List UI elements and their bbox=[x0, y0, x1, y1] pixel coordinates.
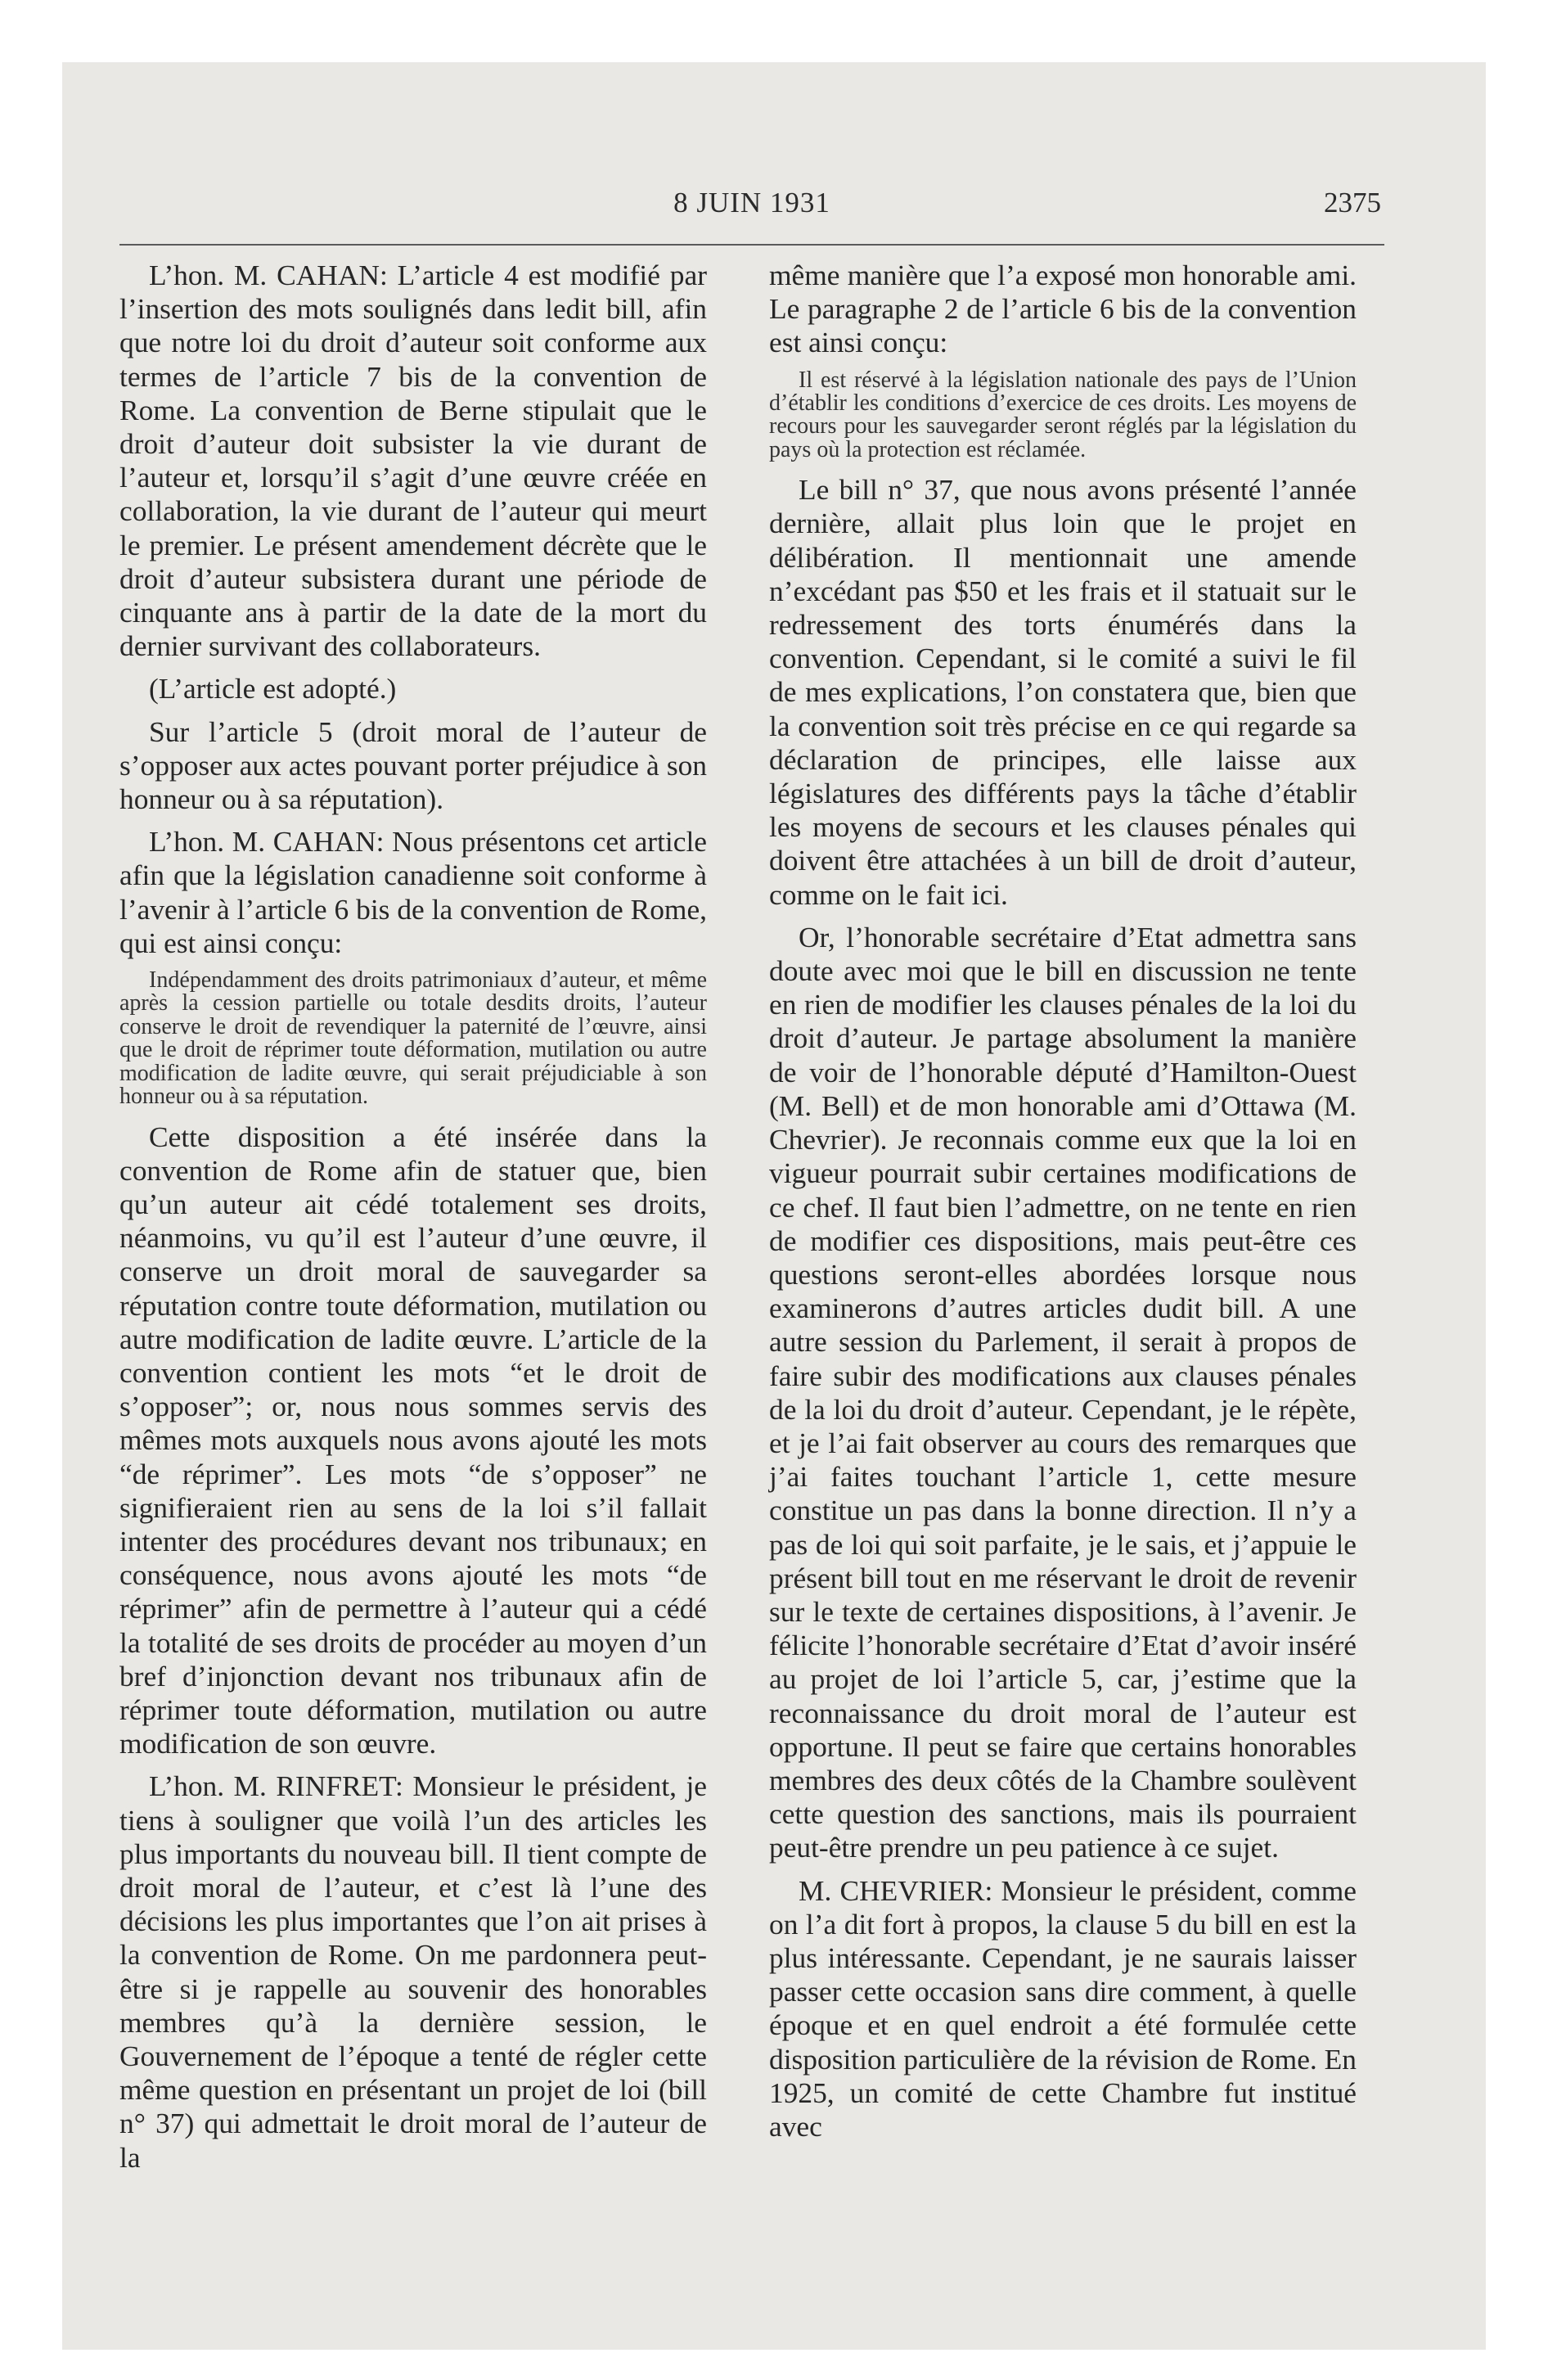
paragraph-secretaire-etat: Or, l’honorable secrétaire d’Etat admettra sans doute avec moi que le bill en discussion ne tente en rien de modifier les clauses pénales de la loi du droit d’auteur. Je partage absolument la manière de voir de l’honorable député d’Hamilton-Ouest (M. Bell) et de mon honorable ami d’Ottawa (M. Chevrier). Je reconnais comme eux que la loi en vigueur pourrait subir certaines modifications de ce chef. Il faut bien l’admettre, on ne tente en rien de modifier ces dispositions, mais peut-être ces questions seront-elles abordées lorsque nous examinerons d’autres articles dudit bill. A une autre session du Parlement, il serait à propos de faire subir des modifications aux clauses pénales de la loi du droit d’auteur. Cependant, je le répète, et je l’ai fait observer au cours des remarques que j’ai faites touchant l’article 1, cette mesure constitue un pas dans la bonne direction. Il n’y a pas de loi qui soit parfaite, je le sais, et j’appuie le présent bill tout en me réservant le droit de revenir sur le texte de certaines dispositions, à l’avenir. Je félicite l’honorable secrétaire d’Etat d’avoir inséré au projet de loi l’article 5, car, j’estime que la reconnaissance du droit moral de l’auteur est opportune. Il peut se faire que certains honorables membres des deux côtés de la Chambre soulèvent cette question des sanctions, mais ils pourraient peut-être prendre un peu patience à ce sujet. bbox=[769, 920, 1357, 1864]
page-header bbox=[119, 187, 1384, 232]
paragraph-cahan-article-5: L’hon. M. CAHAN: Nous présentons cet article afin que la législation canadienne soit conforme à l’avenir à l’article 6 bis de la convention de Rome, qui est ainsi conçu: bbox=[119, 825, 707, 959]
header-rule bbox=[119, 244, 1384, 246]
paragraph-chevrier: M. CHEVRIER: Monsieur le président, comme on l’a dit fort à propos, la clause 5 du bill en est la plus intéressante. Cependant, je ne saurais laisser passer cette occasion sans dire comment, à quelle époque et en quel endroit a été formulée cette disposition particulière de la révision de Rome. En 1925, un comité de cette Chambre fut institué avec bbox=[769, 1873, 1357, 2143]
paragraph-article-adopted: (L’article est adopté.) bbox=[149, 672, 397, 705]
paragraph-cahan-article-4: L’hon. M. CAHAN: L’article 4 est modifié par l’insertion des mots soulignés dans ledit bill, afin que notre loi du droit d’auteur soit conforme aux termes de l’article 7 bis de la convention de Rome. La convention de Berne stipulait que le droit d’auteur doit subsister la vie durant de l’auteur et, lorsqu’il s’agit d’une œuvre créée en collaboration, la vie durant de l’auteur qui meurt le premier. Le présent amendement décrète que le droit d’auteur subsistera durant une période de cinquante ans à partir de la date de la mort du dernier survivant des collaborateurs. bbox=[119, 259, 707, 663]
paragraph-bill-37: Le bill n° 37, que nous avons présenté l’année dernière, allait plus loin que le projet en délibération. Il mentionnait une amende n’excédant pas $50 et les frais et il statuait sur le redressement des torts énumérés dans la convention. Cependant, si le comité a suivi le fil de mes explications, l’on constatera que, bien que la convention soit très précise en ce qui regarde sa déclaration de principes, elle laisse aux législatures des différents pays la tâche d’établir les moyens de secours et les clauses pénales qui doivent être attachées à un bill de droit d’auteur, comme on le fait ici. bbox=[769, 473, 1357, 911]
paragraph-disposition-explanation: Cette disposition a été insérée dans la convention de Rome afin de statuer que, bien qu’un auteur ait cédé totalement ses droits, néanmoins, vu qu’il est l’auteur d’une œuvre, il conserve un droit moral de sauvegarder sa réputation contre toute déformation, mutilation ou autre modification de ladite œuvre. L’article de la convention contient les mots “et le droit de s’opposer”; or, nous nous sommes servis des mêmes mots auxquels nous avons ajouté les mots “de réprimer”. Les mots “de s’opposer” ne signifieraient rien au sens de la loi s’il fallait intenter des procédures devant nos tribunaux; en conséquence, nous avons ajouté les mots “de réprimer” afin de permettre à l’auteur qui a cédé la totalité de ses droits de procéder au moyen d’un bref d’injonction devant nos tribunaux afin de réprimer toute déformation, mutilation ou autre modification de son œuvre. bbox=[119, 1120, 707, 1760]
quote-convention-6bis: Indépendamment des droits patrimoniaux d’auteur, et même après la cession partielle ou totale desdits droits, l’auteur conserve le droit de revendiquer la paternité de l’œuvre, ainsi que le droit de réprimer toute déformation, mutilation ou autre modification de ladite œuvre, qui serait préjudiciable à son honneur ou à sa réputation. bbox=[119, 967, 707, 1110]
left-column bbox=[119, 259, 707, 2184]
paragraph-continuation: même manière que l’a exposé mon honorable ami. Le paragraphe 2 de l’article 6 bis de la convention est ainsi conçu: bbox=[769, 259, 1357, 359]
header-date: 8 JUIN 1931 bbox=[673, 187, 830, 219]
right-column bbox=[769, 259, 1357, 2152]
paragraph-rinfret: L’hon. M. RINFRET: Monsieur le président, je tiens à souligner que voilà l’un des articles les plus importants du nouveau bill. Il tient compte de droit moral de l’auteur, et c’est là l’une des décisions les plus importantes que l’on ait prises à la convention de Rome. On me pardonnera peut-être si je rappelle au souvenir des honorables membres qu’à la dernière session, le Gouvernement de l’époque a tenté de régler cette même question en présentant un projet de loi (bill n° 37) qui admettait le droit moral de l’auteur de la bbox=[119, 1769, 707, 2174]
page-number: 2375 bbox=[1324, 187, 1381, 219]
paragraph-article-5-heading: Sur l’article 5 (droit moral de l’auteur de s’opposer aux actes pouvant porter préjudice à son honneur ou à sa réputation). bbox=[119, 714, 707, 816]
quote-paragraph-2: Il est réservé à la législation nationale des pays de l’Union d’établir les conditions d’exercice de ces droits. Les moyens de recours pour les sauvegarder seront réglés par la législation du pays où la protection est réclamée. bbox=[769, 367, 1357, 462]
